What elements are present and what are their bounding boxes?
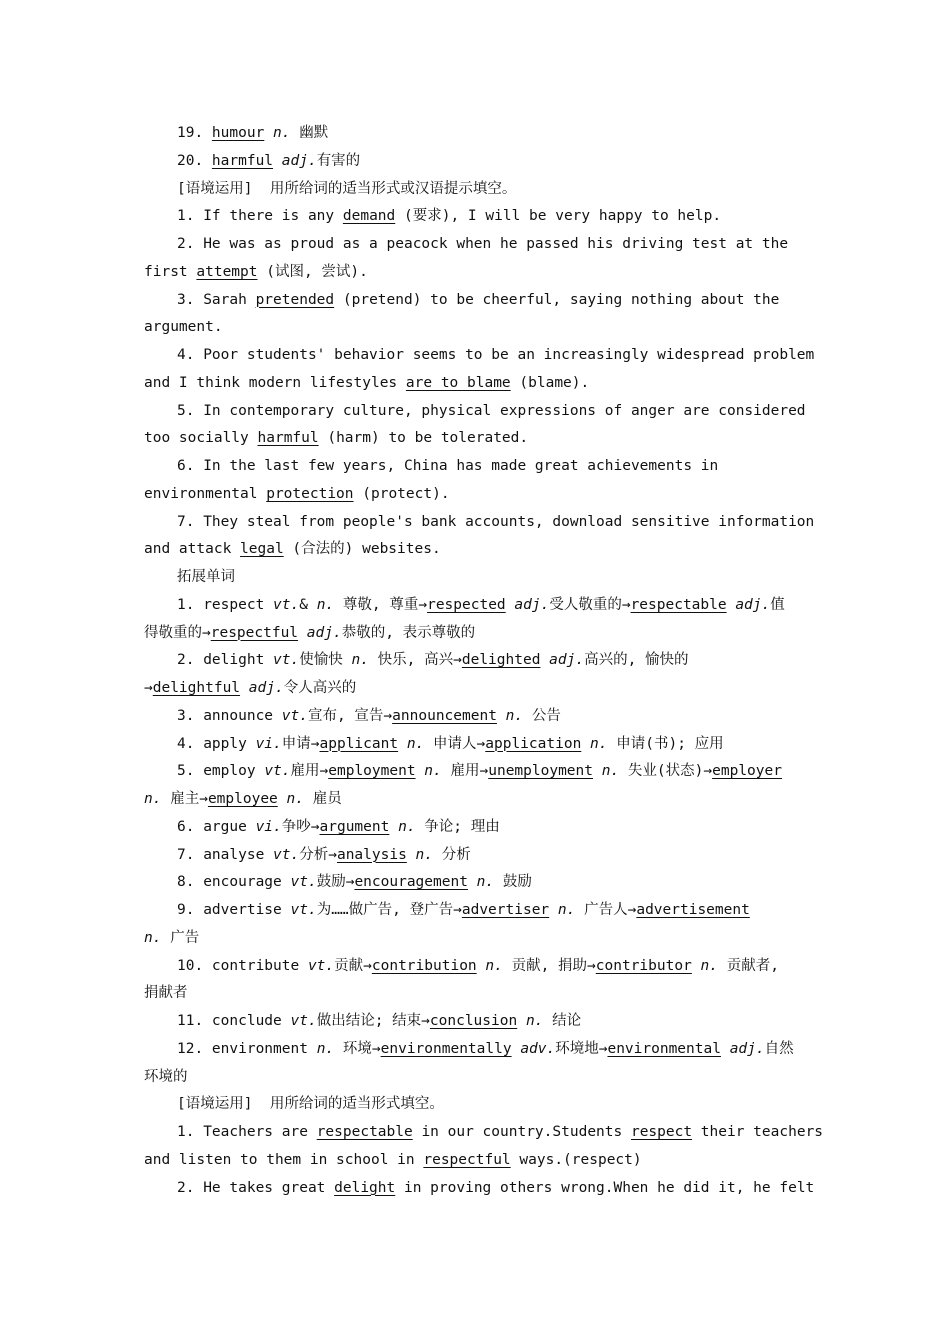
answer-blank: applicant [319, 735, 399, 752]
text-run: 雇员 [303, 791, 342, 807]
answer-blank: conclusion [429, 1013, 518, 1029]
text-run: 恭敬的, 表示尊敬的 [341, 624, 476, 641]
text-run: 4. Poor students' behavior seems to be an increasingly widespread problem [177, 347, 815, 363]
text-line [144, 622, 814, 644]
part-of-speech: adv. [520, 1040, 556, 1057]
text-line [177, 205, 847, 227]
text-run: 捐献者 [144, 985, 188, 1002]
text-run: environmental [144, 485, 267, 502]
text-line [177, 233, 847, 255]
part-of-speech: n. [601, 763, 620, 780]
part-of-speech: n. [406, 735, 425, 752]
text-run: [语境运用] 用所给词的适当形式填空。 [177, 1096, 444, 1113]
part-of-speech: adj. [306, 624, 342, 641]
answer-blank: humour [211, 125, 265, 141]
text-run: 6. argue [177, 818, 256, 835]
text-run: 7. They steal from people's bank accounts, download sensitive information [177, 513, 815, 530]
answer-blank: employment [328, 763, 416, 780]
text-run: 分析 [433, 846, 471, 863]
text-run: and attack [144, 541, 241, 558]
text-run: 4. apply [177, 735, 256, 752]
text-run [540, 652, 549, 668]
text-run: 2. He was as proud as a peacock when he passed his driving test at the [177, 236, 789, 252]
text-line [144, 1066, 814, 1088]
part-of-speech: n. [144, 929, 162, 946]
text-run: 幽默 [290, 125, 329, 141]
text-run [581, 736, 590, 752]
text-run [721, 1041, 730, 1057]
text-run: 自然 [764, 1040, 794, 1057]
text-line [144, 316, 814, 338]
answer-blank: are to blame [405, 374, 511, 391]
text-run: in proving others wrong.When he did it, he felt [395, 1179, 815, 1196]
part-of-speech: vt. [273, 846, 300, 863]
text-line [177, 649, 847, 671]
text-line [177, 455, 847, 477]
text-run: (harm) to be tolerated. [318, 430, 529, 447]
part-of-speech: adj. [514, 596, 550, 613]
text-run: 广告 [161, 929, 200, 946]
part-of-speech: adj. [281, 152, 317, 169]
text-run: 雇用→ [290, 763, 329, 780]
answer-blank: environmental [607, 1040, 721, 1057]
part-of-speech: vt. [273, 596, 300, 613]
text-line [177, 1093, 847, 1115]
text-run: 鼓励 [494, 874, 532, 891]
text-run: 尊敬, 尊重→ [334, 596, 428, 613]
answer-blank: protection [266, 485, 354, 502]
text-run [389, 819, 398, 835]
text-run: 争论; 理由 [415, 818, 500, 835]
text-run: 结论 [543, 1013, 582, 1029]
text-run: 使愉快 [299, 652, 352, 669]
text-line [177, 844, 847, 866]
part-of-speech: n. [316, 596, 335, 613]
text-line [144, 677, 814, 699]
answer-blank: delighted [461, 652, 541, 669]
text-line [144, 788, 814, 810]
text-run: 贡献, 捐助→ [502, 957, 596, 974]
text-line [177, 344, 847, 366]
part-of-speech: vt. [264, 763, 291, 780]
text-run: 10. contribute [177, 957, 308, 974]
part-of-speech: n. [351, 652, 369, 669]
part-of-speech: n. [476, 874, 495, 891]
text-run: 环境的 [144, 1068, 188, 1085]
part-of-speech: adj. [549, 652, 585, 669]
answer-blank: argument [319, 818, 390, 835]
answer-blank: employer [712, 763, 782, 780]
text-run: [语境运用] 用所给词的适当形式或汉语提示填空。 [177, 180, 517, 197]
text-run [468, 874, 477, 890]
answer-blank: delight [334, 1179, 396, 1196]
text-run: and I think modern lifestyles [144, 374, 406, 391]
text-run: (blame). [510, 374, 590, 391]
text-line [177, 122, 847, 144]
text-run: 申请→ [281, 735, 320, 752]
text-run: too socially [144, 430, 258, 447]
text-run [407, 847, 416, 863]
text-run: → [144, 680, 153, 696]
text-run [692, 958, 701, 974]
answer-blank: respectful [210, 624, 299, 641]
part-of-speech: vt. [307, 957, 335, 974]
answer-blank: respectful [423, 1151, 511, 1168]
text-run: 分析→ [299, 846, 337, 863]
text-run [416, 763, 425, 779]
text-line [177, 899, 847, 921]
part-of-speech: vt. [290, 1013, 317, 1029]
text-run: 令人高兴的 [283, 680, 357, 696]
part-of-speech: vt. [281, 707, 308, 724]
text-line [177, 816, 847, 838]
text-run [298, 625, 307, 641]
text-run: 5. employ [177, 763, 265, 780]
text-run: 7. analyse [177, 846, 274, 863]
text-line [177, 1177, 847, 1199]
text-run: 值 [770, 596, 785, 613]
part-of-speech: n. [273, 125, 291, 141]
text-line [144, 372, 814, 394]
text-line [177, 705, 847, 727]
part-of-speech: n. [316, 1040, 335, 1057]
text-line [144, 1149, 814, 1171]
answer-blank: delightful [152, 680, 241, 696]
answer-blank: attempt [196, 263, 258, 280]
answer-blank: analysis [336, 846, 407, 863]
answer-blank: respect [630, 1124, 693, 1140]
text-line [144, 538, 814, 560]
text-run: 11. conclude [177, 1013, 291, 1029]
text-line [177, 955, 847, 977]
part-of-speech: vt. [273, 652, 300, 669]
text-run: first [144, 263, 197, 280]
text-line [177, 150, 847, 172]
answer-blank: advertisement [636, 902, 750, 918]
answer-blank: harmful [211, 152, 274, 169]
text-run [273, 153, 282, 169]
answer-blank: environmentally [380, 1040, 512, 1057]
text-run: 贡献者, [718, 957, 779, 974]
text-line [177, 511, 847, 533]
answer-blank: respected [427, 596, 506, 613]
text-run: 为……做广告, 登广告→ [316, 902, 462, 918]
text-run [240, 680, 249, 696]
text-run: 8. encourage [177, 874, 291, 891]
answer-blank: pretended [255, 291, 335, 308]
text-run: 3. announce [177, 707, 282, 724]
text-line [177, 289, 847, 311]
text-run [264, 125, 273, 141]
part-of-speech: n. [286, 791, 304, 807]
part-of-speech: n. [700, 957, 719, 974]
text-run: 2. delight [177, 652, 274, 669]
text-run: 19. [177, 125, 212, 141]
text-run: 20. [177, 152, 212, 169]
text-line [144, 927, 814, 949]
text-run [549, 902, 558, 918]
text-run: and listen to them in school in [144, 1151, 424, 1168]
part-of-speech: n. [590, 735, 608, 752]
answer-blank: contribution [371, 957, 477, 974]
text-run: (试图, 尝试). [257, 263, 368, 280]
text-run: 失业(状态)→ [619, 763, 713, 780]
text-run [517, 1013, 526, 1029]
part-of-speech: vt. [290, 874, 317, 891]
text-run [593, 763, 602, 779]
part-of-speech: n. [424, 763, 442, 780]
text-line [177, 1121, 847, 1143]
text-run: 广告人→ [575, 902, 637, 918]
text-run: 争吵→ [281, 818, 320, 835]
text-run: 得敬重的→ [144, 624, 211, 641]
part-of-speech: adj. [248, 680, 284, 696]
text-run: 1. respect [177, 596, 274, 613]
part-of-speech: vi. [255, 818, 282, 835]
part-of-speech: n. [144, 791, 162, 807]
answer-blank: announcement [392, 707, 497, 724]
answer-blank: application [485, 735, 582, 752]
answer-blank: harmful [257, 430, 319, 447]
text-run: 拓展单词 [177, 569, 235, 585]
text-run: 鼓励→ [316, 874, 355, 891]
text-run: 环境地→ [555, 1040, 608, 1057]
text-run: 1. If there is any [177, 208, 343, 225]
part-of-speech: n. [505, 707, 524, 724]
part-of-speech: adj. [729, 1040, 765, 1057]
part-of-speech: n. [415, 846, 434, 863]
text-run: 12. environment [177, 1040, 317, 1057]
text-run: 9. advertise [177, 902, 291, 918]
text-run: (protect). [353, 485, 450, 502]
text-run: 宣布, 宣告→ [307, 707, 393, 724]
part-of-speech: n. [557, 902, 576, 918]
part-of-speech: n. [525, 1013, 544, 1029]
text-run: 做出结论; 结束→ [316, 1013, 430, 1029]
text-line [177, 178, 847, 200]
text-line [144, 483, 814, 505]
text-line [144, 261, 814, 283]
text-run: argument. [144, 319, 223, 336]
text-run: 贡献→ [334, 957, 372, 974]
text-run: 公告 [523, 707, 561, 724]
text-line [144, 427, 814, 449]
text-run: 雇用→ [441, 763, 489, 780]
text-run [512, 1041, 521, 1057]
text-line [177, 871, 847, 893]
part-of-speech: adj. [735, 596, 771, 613]
part-of-speech: vt. [290, 902, 317, 918]
text-run: 1. Teachers are [177, 1124, 317, 1140]
text-run: 申请(书); 应用 [607, 735, 724, 752]
text-line [177, 1010, 847, 1032]
text-run [278, 791, 287, 807]
text-line [177, 400, 847, 422]
answer-blank: encouragement [354, 874, 468, 891]
text-line [177, 594, 847, 616]
text-run: 受人敬重的→ [549, 596, 631, 613]
text-run: 3. Sarah [177, 291, 256, 308]
text-run: in our country.Students [412, 1124, 631, 1140]
text-run: (pretend) to be cheerful, saying nothing about the [334, 291, 780, 308]
text-run: 申请人→ [424, 735, 486, 752]
text-run: 高兴的, 愉快的 [584, 652, 689, 669]
answer-blank: unemployment [488, 763, 593, 780]
answer-blank: employee [207, 791, 278, 807]
text-run: ways.(respect) [510, 1151, 642, 1168]
text-run: 5. In contemporary culture, physical expressions of anger are considered [177, 402, 806, 419]
text-run: 6. In the last few years, China has made great achievements in [177, 458, 719, 474]
text-run: 雇主→ [161, 791, 208, 807]
text-line [177, 1038, 847, 1060]
answer-blank: legal [240, 541, 284, 558]
text-run: (合法的) websites. [283, 541, 441, 558]
answer-blank: respectable [316, 1124, 413, 1140]
text-run: & [299, 596, 317, 613]
text-run: 环境→ [334, 1040, 381, 1057]
answer-blank: contributor [595, 957, 692, 974]
part-of-speech: vi. [255, 735, 282, 752]
text-run: 有害的 [316, 152, 361, 169]
text-run: their teachers [692, 1124, 824, 1140]
answer-blank: respectable [630, 596, 727, 613]
answer-blank: advertiser [461, 902, 550, 918]
text-run: (要求), I will be very happy to help. [395, 208, 722, 225]
text-line [177, 566, 847, 588]
part-of-speech: n. [485, 957, 503, 974]
text-line [144, 982, 814, 1004]
text-run: 2. He takes great [177, 1179, 335, 1196]
text-line [177, 733, 847, 755]
text-line [177, 760, 847, 782]
text-run [497, 708, 506, 724]
answer-blank: demand [342, 208, 396, 225]
part-of-speech: n. [398, 818, 416, 835]
text-run: 快乐, 高兴→ [368, 652, 462, 669]
text-run [398, 736, 407, 752]
